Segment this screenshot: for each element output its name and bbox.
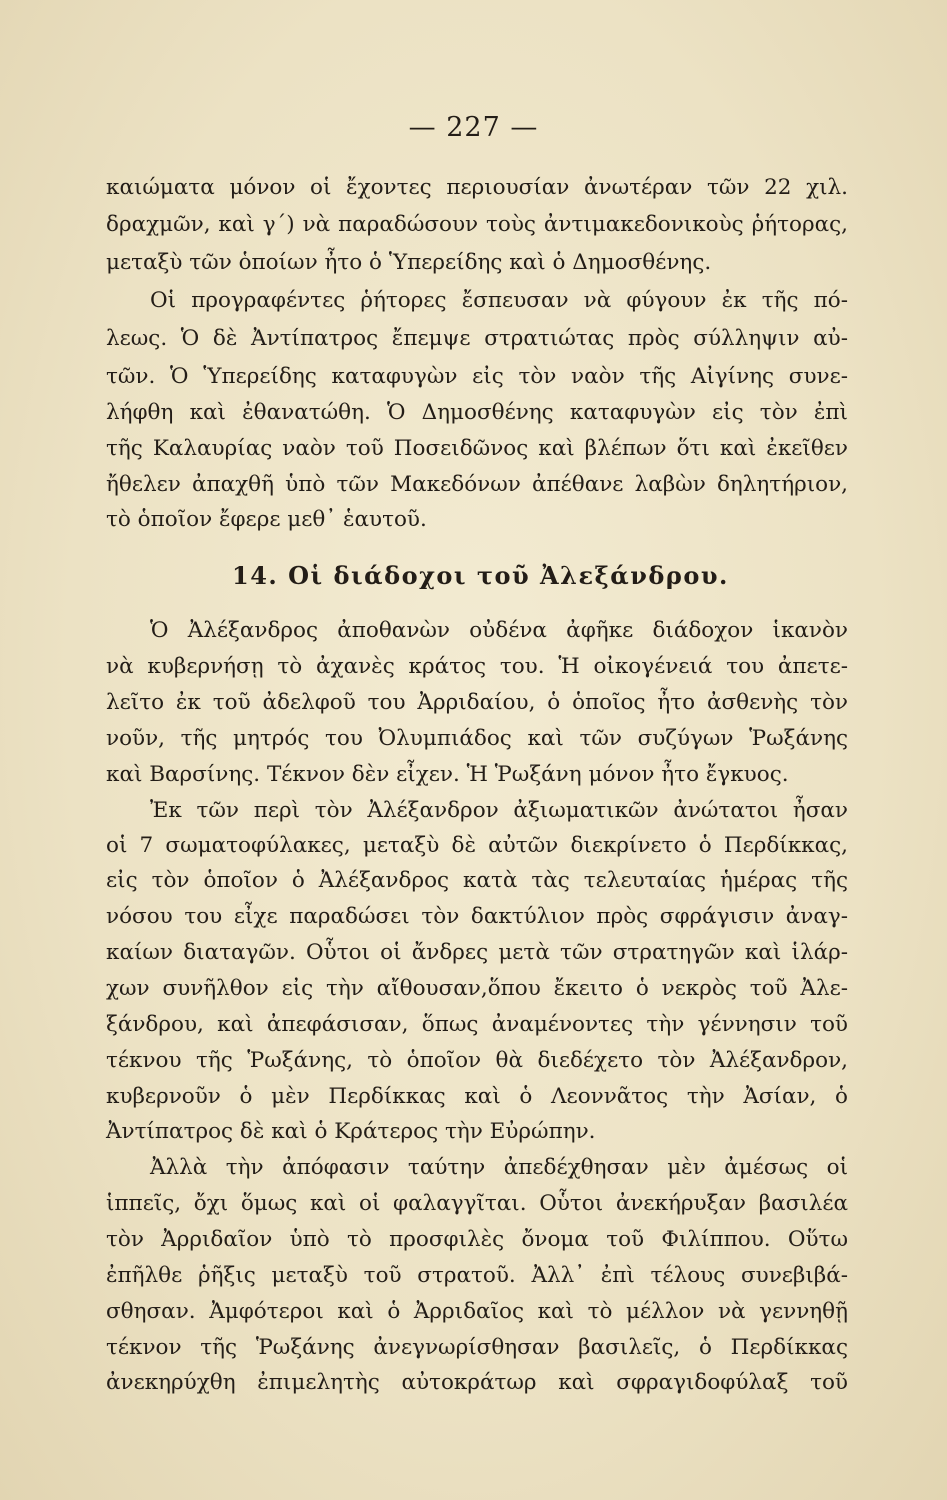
page-number: — 227 — [408,112,539,143]
text-line: καιώματα μόνον οἱ ἔχοντες περιουσίαν ἀνωτέραν τῶν 22 χιλ. [106,175,848,200]
text-line: εἰς τὸν ὁποῖον ὁ Ἀλέξανδρος κατὰ τὰς τελευταίας ἡμέρας τῆς [106,868,848,893]
text-line: καίων διαταγῶν. Οὗτοι οἱ ἄνδρες μετὰ τῶν στρατηγῶν καὶ ἱλάρ- [106,940,848,965]
text-line: Ἐκ τῶν περὶ τὸν Ἀλέξανδρον ἀξιωματικῶν ἀνώτατοι ἦσαν [150,798,848,823]
text-line: τῆς Καλαυρίας ναὸν τοῦ Ποσειδῶνος καὶ βλέπων ὅτι καὶ ἐκεῖθεν [106,436,848,461]
text-line: Ἀλλὰ τὴν ἀπόφασιν ταύτην ἀπεδέχθησαν μὲν ἀμέσως οἱ [150,1155,848,1180]
text-line: ἤθελεν ἀπαχθῆ ὑπὸ τῶν Μακεδόνων ἀπέθανε λαβὼν δηλητήριον, [106,472,848,497]
text-line: λήφθη καὶ ἐθανατώθη. Ὁ Δημοσθένης καταφυγὼν εἰς τὸν ἐπὶ [106,400,848,425]
text-line: Οἱ προγραφέντες ῥήτορες ἔσπευσαν νὰ φύγουν ἐκ τῆς πό- [150,288,848,313]
text-line: ἀνεκηρύχθη ἐπιμελητὴς αὐτοκράτωρ καὶ σφραγιδοφύλαξ τοῦ [106,1370,848,1395]
text-line: νὰ κυβερνήσῃ τὸ ἀχανὲς κράτος του. Ἡ οἰκογένειά του ἀπετε- [106,654,848,679]
text-line: τῶν. Ὁ Ὑπερείδης καταφυγὼν εἰς τὸν ναὸν τῆς Αἰγίνης συνε- [106,364,848,389]
text-line: λεως. Ὁ δὲ Ἀντίπατρος ἔπεμψε στρατιώτας πρὸς σύλληψιν αὐ- [106,326,848,351]
text-line: καὶ Βαρσίνης. Τέκνον δὲν εἶχεν. Ἡ Ῥωξάνη μόνον ἦτο ἔγκυος. [106,762,789,787]
text-line: Ἀντίπατρος δὲ καὶ ὁ Κράτερος τὴν Εὐρώπην. [106,1119,596,1144]
text-line: κυβερνοῦν ὁ μὲν Περδίκκας καὶ ὁ Λεοννᾶτος τὴν Ἀσίαν, ὁ [106,1084,848,1109]
text-line: μεταξὺ τῶν ὁποίων ἦτο ὁ Ὑπερείδης καὶ ὁ Δημοσθένης. [106,250,712,275]
text-line: νόσου του εἶχε παραδώσει τὸν δακτύλιον πρὸς σφράγισιν ἀναγ- [106,904,848,929]
text-line: ἱππεῖς, ὄχι ὅμως καὶ οἱ φαλαγγῖται. Οὗτοι ἀνεκήρυξαν βασιλέα [106,1191,848,1216]
text-line: τὸ ὁποῖον ἔφερε μεθ᾽ ἑαυτοῦ. [106,507,427,532]
text-line: χων συνῆλθον εἰς τὴν αἴθουσαν,ὅπου ἔκειτο ὁ νεκρὸς τοῦ Ἀλε- [106,976,848,1001]
text-line: λεῖτο ἐκ τοῦ ἀδελφοῦ του Ἀρριδαίου, ὁ ὁποῖος ἦτο ἀσθενὴς τὸν [106,690,848,715]
text-line: σθησαν. Ἀμφότεροι καὶ ὁ Ἀρριδαῖος καὶ τὸ μέλλον νὰ γεννηθῇ [106,1299,848,1324]
text-line: τέκνου τῆς Ῥωξάνης, τὸ ὁποῖον θὰ διεδέχετο τὸν Ἀλέξανδρον, [106,1048,848,1073]
text-line: τέκνον τῆς Ῥωξάνης ἀνεγνωρίσθησαν βασιλεῖς, ὁ Περδίκκας [106,1335,848,1360]
text-line: οἱ 7 σωματοφύλακες, μεταξὺ δὲ αὐτῶν διεκρίνετο ὁ Περδίκκας, [106,833,848,858]
text-line: τὸν Ἀρριδαῖον ὑπὸ τὸ προσφιλὲς ὄνομα τοῦ Φιλίππου. Οὕτω [106,1227,848,1252]
text-line: ξάνδρου, καὶ ἀπεφάσισαν, ὅπως ἀναμένοντες τὴν γέννησιν τοῦ [106,1012,848,1037]
text-line: Ὁ Ἀλέξανδρος ἀποθανὼν οὐδένα ἀφῆκε διάδοχον ἱκανὸν [150,618,848,643]
text-line: ἐπῆλθε ῥῆξις μεταξὺ τοῦ στρατοῦ. Ἀλλ᾽ ἐπὶ τέλους συνεβιβά- [106,1263,848,1288]
text-line: νοῦν, τῆς μητρός του Ὀλυμπιάδος καὶ τῶν συζύγων Ῥωξάνης [106,726,848,751]
text-line: δραχμῶν, καὶ γ΄) νὰ παραδώσουν τοὺς ἀντιμακεδονικοὺς ῥήτορας, [106,212,848,237]
section-heading: 14. Οἱ διάδοχοι τοῦ Ἀλεξάνδρου. [232,561,729,590]
